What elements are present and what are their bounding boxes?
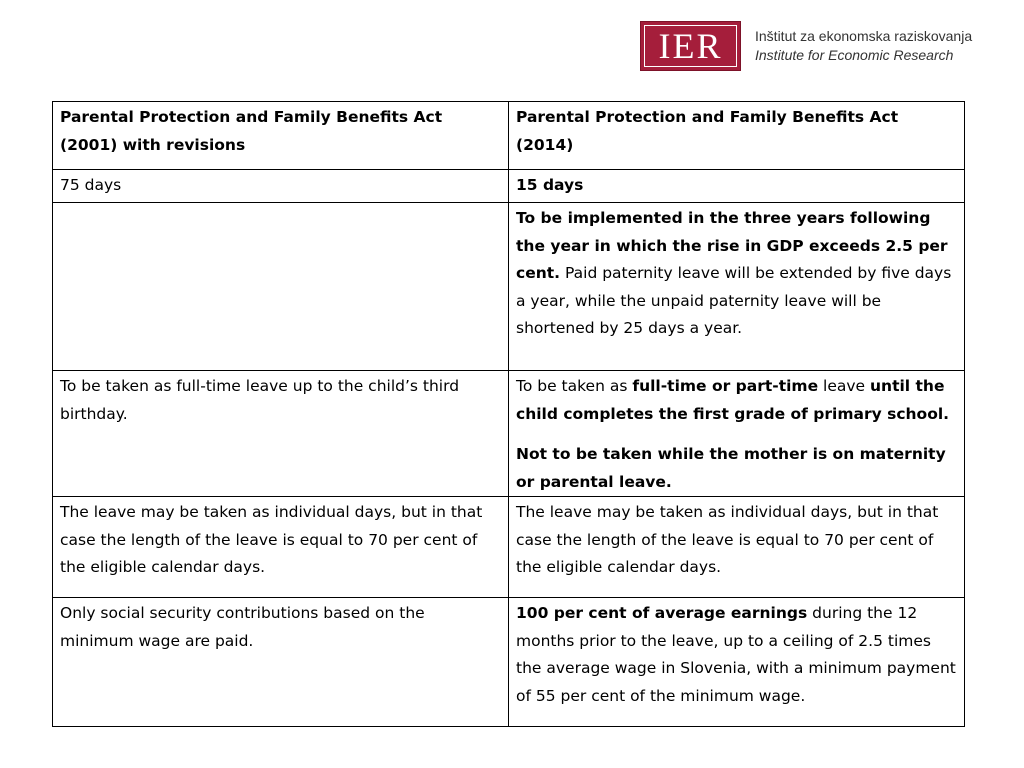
cell-2014-individual-days: The leave may be taken as individual days, but in that case the length of the leave is equal to 70 per cent of the eligible calendar days. (509, 497, 965, 598)
usage-text-d: until the child completes the first grade of primary school. (516, 377, 950, 423)
table-row (53, 170, 965, 203)
header-cell-2001: Parental Protection and Family Benefits Act (2001) with revisions (53, 102, 509, 170)
cell-2001-payment: Only social security contributions based on the minimum wage are paid. (53, 598, 509, 727)
cell-2001-implementation (53, 203, 509, 371)
cell-2014-payment (509, 598, 965, 727)
logo-name-slovene: Inštitut za ekonomska raziskovanja (755, 28, 973, 44)
implementation-condition: To be implemented in the three years following the year in which the rise in GDP exceeds 2.5 per cent. (516, 209, 948, 282)
cell-2001-individual-days: The leave may be taken as individual days, but in that case the length of the leave is equal to 70 per cent of the eligible calendar days. (53, 497, 509, 598)
ier-logo (640, 20, 972, 72)
implementation-detail: Paid paternity leave will be extended by five days a year, while the unpaid paternity leave will be shortened by 25 days a year. (516, 264, 952, 337)
payment-detail: during the 12 months prior to the leave, up to a ceiling of 2.5 times the average wage in Slovenia, with a minimum payment of 55 per cent of the minimum wage. (516, 604, 956, 705)
table-row (53, 371, 965, 497)
usage-paragraph-2: Not to be taken while the mother is on maternity or parental leave. (516, 445, 946, 491)
table-row (53, 598, 965, 727)
cell-2014-usage (509, 371, 965, 497)
payment-bold: 100 per cent of average earnings (516, 604, 808, 622)
cell-2001-usage: To be taken as full-time leave up to the child’s third birthday. (53, 371, 509, 497)
logo-names (755, 27, 972, 65)
usage-paragraph-1 (516, 373, 957, 428)
ier-logo-mark (640, 21, 741, 71)
table-row (53, 497, 965, 598)
comparison-table (52, 101, 965, 727)
usage-text-c: leave (818, 377, 870, 395)
cell-2014-length: 15 days (509, 170, 965, 203)
cell-2001-length: 75 days (53, 170, 509, 203)
header-cell-2014: Parental Protection and Family Benefits Act (2014) (509, 102, 965, 170)
table-header-row (53, 102, 965, 170)
logo-acronym: IER (658, 26, 723, 66)
cell-2014-implementation (509, 203, 965, 371)
usage-text-a: To be taken as (516, 377, 633, 395)
logo-name-english: Institute for Economic Research (755, 47, 954, 63)
table-row (53, 203, 965, 371)
usage-text-b: full-time or part-time (632, 377, 819, 395)
